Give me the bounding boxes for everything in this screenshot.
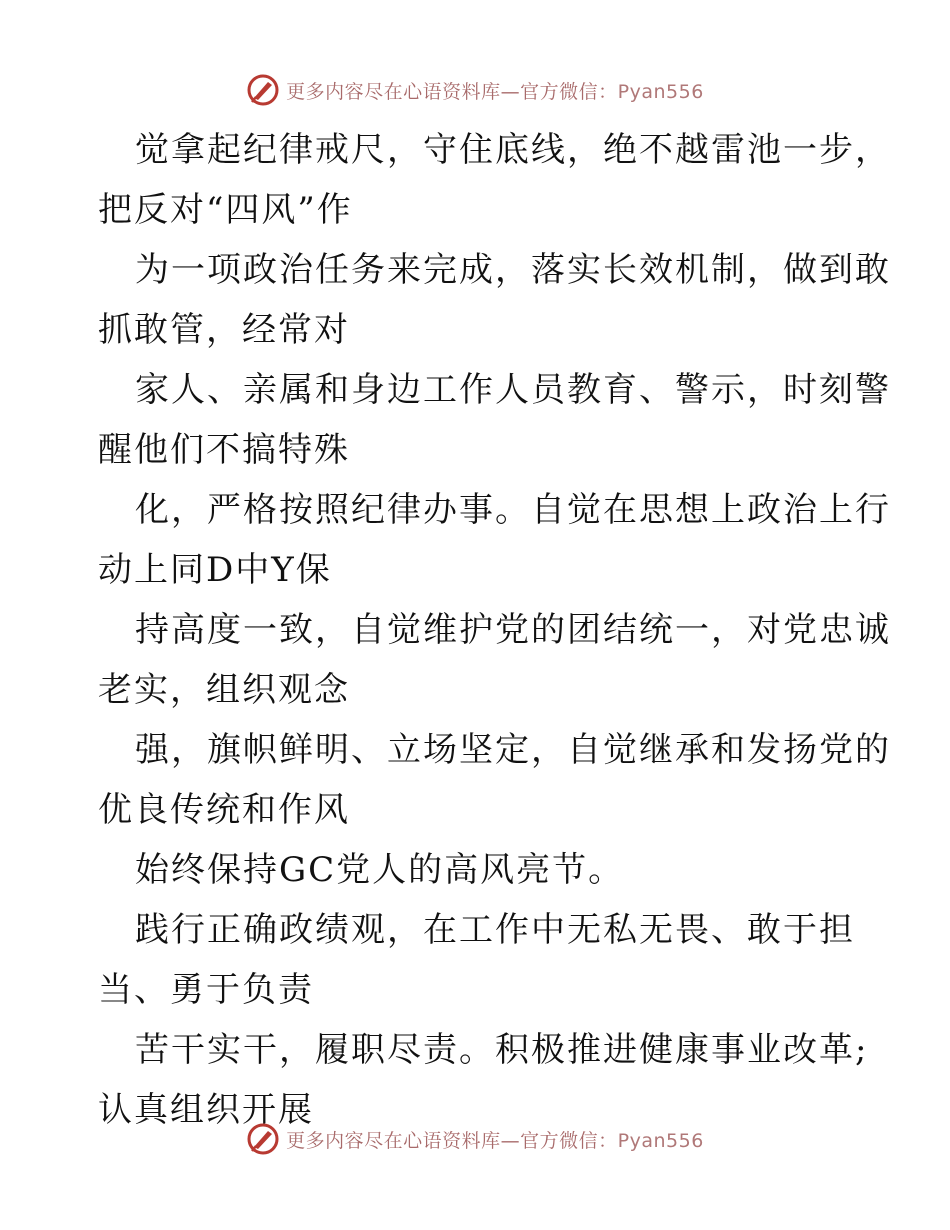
paragraph-6-line-2: 优良传统和作风 bbox=[98, 790, 350, 830]
footer-banner-label: 更多内容尽在心语资料库—官方微信： bbox=[286, 1129, 618, 1152]
paragraph-2 bbox=[98, 240, 891, 360]
paragraph-8 bbox=[98, 900, 858, 1020]
paragraph-1-line-1: 觉拿起纪律戒尺，守住底线，绝不越雷池一步， bbox=[135, 130, 891, 170]
paragraph-6-line-1: 强，旗帜鲜明、立场坚定，自觉继承和发扬党的 bbox=[135, 730, 891, 770]
header-banner-text bbox=[286, 77, 704, 104]
paragraph-8-line-2: 当、勇于负责 bbox=[98, 970, 314, 1010]
paragraph-3-line-2: 醒他们不搞特殊 bbox=[98, 430, 350, 470]
paragraph-5-line-1: 持高度一致，自觉维护党的团结统一，对党忠诚 bbox=[135, 610, 891, 650]
document-body bbox=[98, 120, 891, 1140]
paragraph-4 bbox=[98, 480, 891, 600]
feather-pen-logo-icon bbox=[246, 73, 280, 107]
paragraph-3-line-1: 家人、亲属和身边工作人员教育、警示，时刻警 bbox=[135, 370, 891, 410]
paragraph-2-line-2: 抓敢管，经常对 bbox=[98, 310, 350, 350]
paragraph-2-line-1: 为一项政治任务来完成，落实长效机制，做到敢 bbox=[135, 250, 891, 290]
footer-banner bbox=[0, 1121, 950, 1157]
header-wechat-id: Pyan556 bbox=[617, 80, 704, 103]
paragraph-3 bbox=[98, 360, 891, 480]
paragraph-7-line-1: 始终保持GC党人的高风亮节。 bbox=[135, 850, 625, 890]
paragraph-1-line-2: 把反对“四风”作 bbox=[98, 190, 353, 230]
footer-banner-text bbox=[286, 1126, 704, 1153]
paragraph-5-line-2: 老实，组织观念 bbox=[98, 670, 350, 710]
paragraph-4-line-1: 化，严格按照纪律办事。自觉在思想上政治上行 bbox=[135, 490, 891, 530]
paragraph-9-line-2: 认真组织开展 bbox=[98, 1090, 314, 1130]
footer-wechat-id: Pyan556 bbox=[617, 1129, 704, 1152]
paragraph-4-line-2: 动上同D中Y保 bbox=[98, 550, 332, 590]
paragraph-9-line-1: 苦干实干，履职尽责。积极推进健康事业改革; bbox=[135, 1030, 869, 1070]
paragraph-8-line-1: 践行正确政绩观，在工作中无私无畏、敢于担 bbox=[135, 910, 855, 950]
feather-pen-logo-icon bbox=[246, 1122, 280, 1156]
paragraph-5 bbox=[98, 600, 891, 720]
paragraph-6 bbox=[98, 720, 891, 840]
paragraph-1 bbox=[98, 120, 891, 240]
header-banner bbox=[0, 72, 950, 108]
header-banner-label: 更多内容尽在心语资料库—官方微信： bbox=[286, 80, 618, 103]
paragraph-7 bbox=[98, 840, 858, 900]
